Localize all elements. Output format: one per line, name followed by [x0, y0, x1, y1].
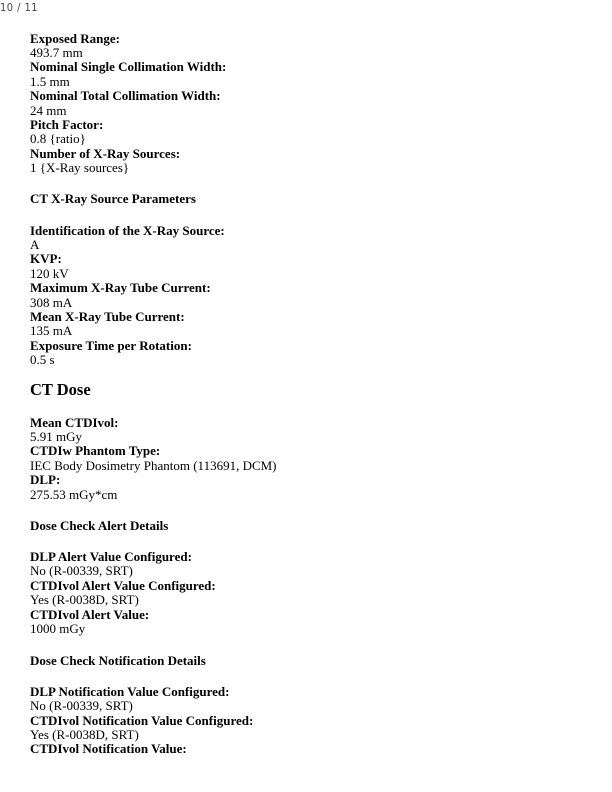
section-heading-notification-details: Dose Check Notification Details: [30, 653, 206, 668]
field-label: Identification of the X-Ray Source:: [30, 223, 225, 238]
field-value: 1 {X-Ray sources}: [30, 160, 130, 175]
field-value: 135 mA: [30, 323, 73, 338]
field-label: DLP Alert Value Configured:: [30, 549, 192, 564]
field-value: 1.5 mm: [30, 74, 70, 89]
field-label: Nominal Total Collimation Width:: [30, 88, 221, 103]
field-value: No (R-00339, SRT): [30, 563, 133, 578]
field-value: 275.53 mGy*cm: [30, 487, 118, 502]
field-label: Number of X-Ray Sources:: [30, 146, 181, 161]
field-label: Maximum X-Ray Tube Current:: [30, 280, 211, 295]
field-value: Yes (R-0038D, SRT): [30, 727, 139, 742]
field-value: 308 mA: [30, 295, 73, 310]
field-label: DLP:: [30, 472, 61, 487]
field-value: 120 kV: [30, 266, 69, 281]
field-label: CTDIvol Alert Value Configured:: [30, 578, 216, 593]
field-label: CTDIw Phantom Type:: [30, 443, 161, 458]
field-label: KVP:: [30, 251, 62, 266]
field-label: CTDIvol Notification Value Configured:: [30, 713, 254, 728]
field-label: CTDIvol Alert Value:: [30, 607, 150, 622]
field-label: Pitch Factor:: [30, 117, 104, 132]
field-label: Mean CTDIvol:: [30, 415, 119, 430]
field-label: Exposed Range:: [30, 31, 120, 46]
field-value: A: [30, 237, 40, 252]
field-label: Nominal Single Collimation Width:: [30, 59, 227, 74]
field-value: Yes (R-0038D, SRT): [30, 592, 139, 607]
field-value: 24 mm: [30, 103, 67, 118]
page-indicator: 10 / 11: [0, 1, 38, 14]
field-label: Exposure Time per Rotation:: [30, 338, 192, 353]
section-heading-source-params: CT X-Ray Source Parameters: [30, 191, 196, 206]
field-label: Mean X-Ray Tube Current:: [30, 309, 185, 324]
section-heading-ct-dose: CT Dose: [30, 380, 91, 399]
field-label: CTDIvol Notification Value:: [30, 741, 187, 756]
field-value: No (R-00339, SRT): [30, 698, 133, 713]
field-label: DLP Notification Value Configured:: [30, 684, 230, 699]
field-value: 0.5 s: [30, 352, 55, 367]
field-value: 493.7 mm: [30, 45, 83, 60]
field-value: IEC Body Dosimetry Phantom (113691, DCM): [30, 458, 277, 473]
section-heading-alert-details: Dose Check Alert Details: [30, 518, 169, 533]
field-value: 0.8 {ratio}: [30, 131, 86, 146]
field-value: 1000 mGy: [30, 621, 86, 636]
field-value: 5.91 mGy: [30, 429, 82, 444]
